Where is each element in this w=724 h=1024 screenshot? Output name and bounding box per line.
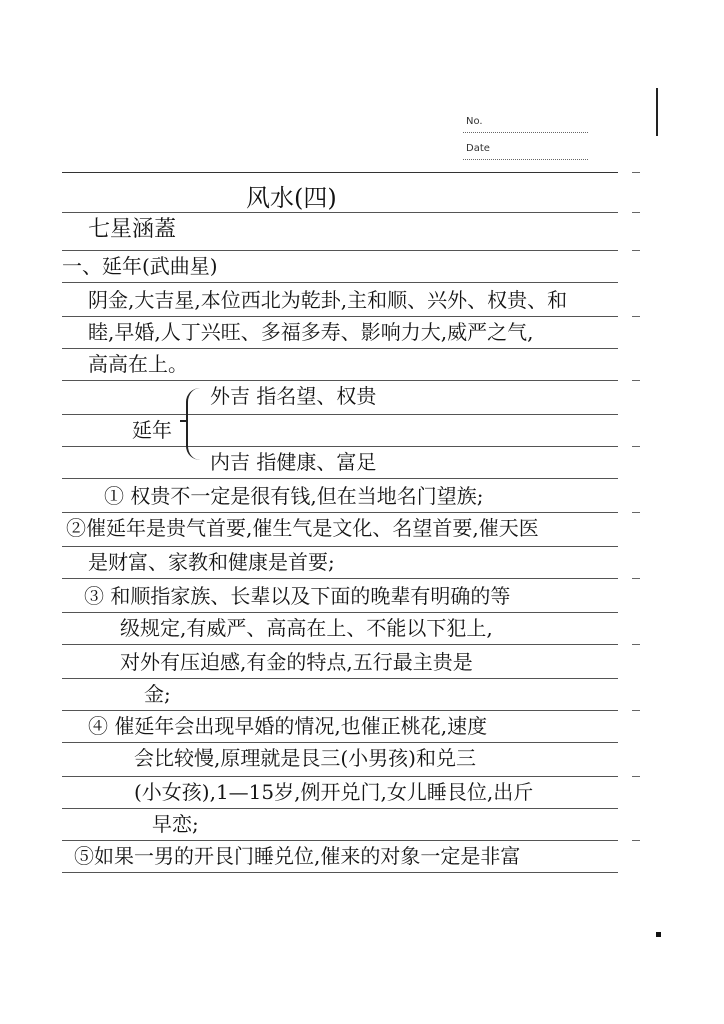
ruled-line [62,478,618,479]
ruled-line [62,446,618,447]
margin-tick [632,776,640,777]
ruled-line [62,316,618,317]
margin-tick [632,710,640,711]
margin-tick [632,644,640,645]
no-label: No. [466,116,483,127]
ruled-line [62,578,618,579]
text-line: ④ 催延年会出现早婚的情况,也催正桃花,速度 [88,714,488,738]
text-line: ③ 和顺指家族、长辈以及下面的晚辈有明确的等 [84,584,511,608]
margin-tick [632,840,640,841]
margin-tick [632,578,640,579]
ruled-line [62,282,618,283]
text-line: 阴金,大吉星,本位西北为乾卦,主和顺、兴外、权贵、和 [88,288,568,312]
text-line: ① 权贵不一定是很有钱,但在当地名门望族; [104,484,484,508]
text-line: 早恋; [152,812,199,836]
ruled-line [62,612,618,613]
ruled-line [62,250,618,251]
text-line: ②催延年是贵气首要,催生气是文化、名望首要,催天医 [66,516,539,540]
section-heading: 七星涵蓋 [88,217,177,242]
ruled-line [62,742,618,743]
ruled-line [62,348,618,349]
brace-tip [180,420,188,422]
ruled-line [62,808,618,809]
subheading: 一、延年(武曲星) [62,254,218,278]
margin-tick [632,380,640,381]
margin-tick [632,316,640,317]
text-line: 是财富、家教和健康是首要; [88,550,335,574]
text-line: 级规定,有威严、高高在上、不能以下犯上, [120,616,493,640]
ruled-line [62,776,618,777]
text-line: 金; [144,682,171,706]
text-line: 高高在上。 [88,352,188,376]
margin-tick [632,250,640,251]
margin-tick [632,512,640,513]
ruled-line [62,172,618,173]
ruled-line [62,212,618,213]
text-line: ⑤如果一男的开艮门睡兑位,催来的对象一定是非富 [74,844,521,868]
text-line: 对外有压迫感,有金的特点,五行最主贵是 [120,650,473,674]
date-label: Date [466,143,490,154]
page-dot-mark [656,932,661,937]
text-line: (小女孩),1—15岁,例开兑门,女儿睡艮位,出斤 [134,780,534,804]
ruled-line [62,380,618,381]
margin-tick [632,172,640,173]
branch-outer: 外吉 指名望、权贵 [210,384,377,408]
ruled-line [62,546,618,547]
branch-label: 延年 [132,418,172,442]
page-title: 风水(四) [246,184,337,212]
date-line [463,159,588,160]
ruled-line [62,710,618,711]
page-edge-mark [656,88,658,136]
ruled-line [62,840,618,841]
branch-inner: 内吉 指健康、富足 [210,450,377,474]
margin-tick [632,212,640,213]
ruled-line [62,872,618,873]
ruled-line [62,644,618,645]
ruled-line [62,414,618,415]
ruled-line [62,678,618,679]
ruled-line [62,512,618,513]
margin-tick [632,446,640,447]
text-line: 会比较慢,原理就是艮三(小男孩)和兑三 [134,746,476,770]
brace [186,388,202,460]
text-line: 睦,早婚,人丁兴旺、多福多寿、影响力大,威严之气, [88,320,534,344]
no-line [463,132,588,133]
